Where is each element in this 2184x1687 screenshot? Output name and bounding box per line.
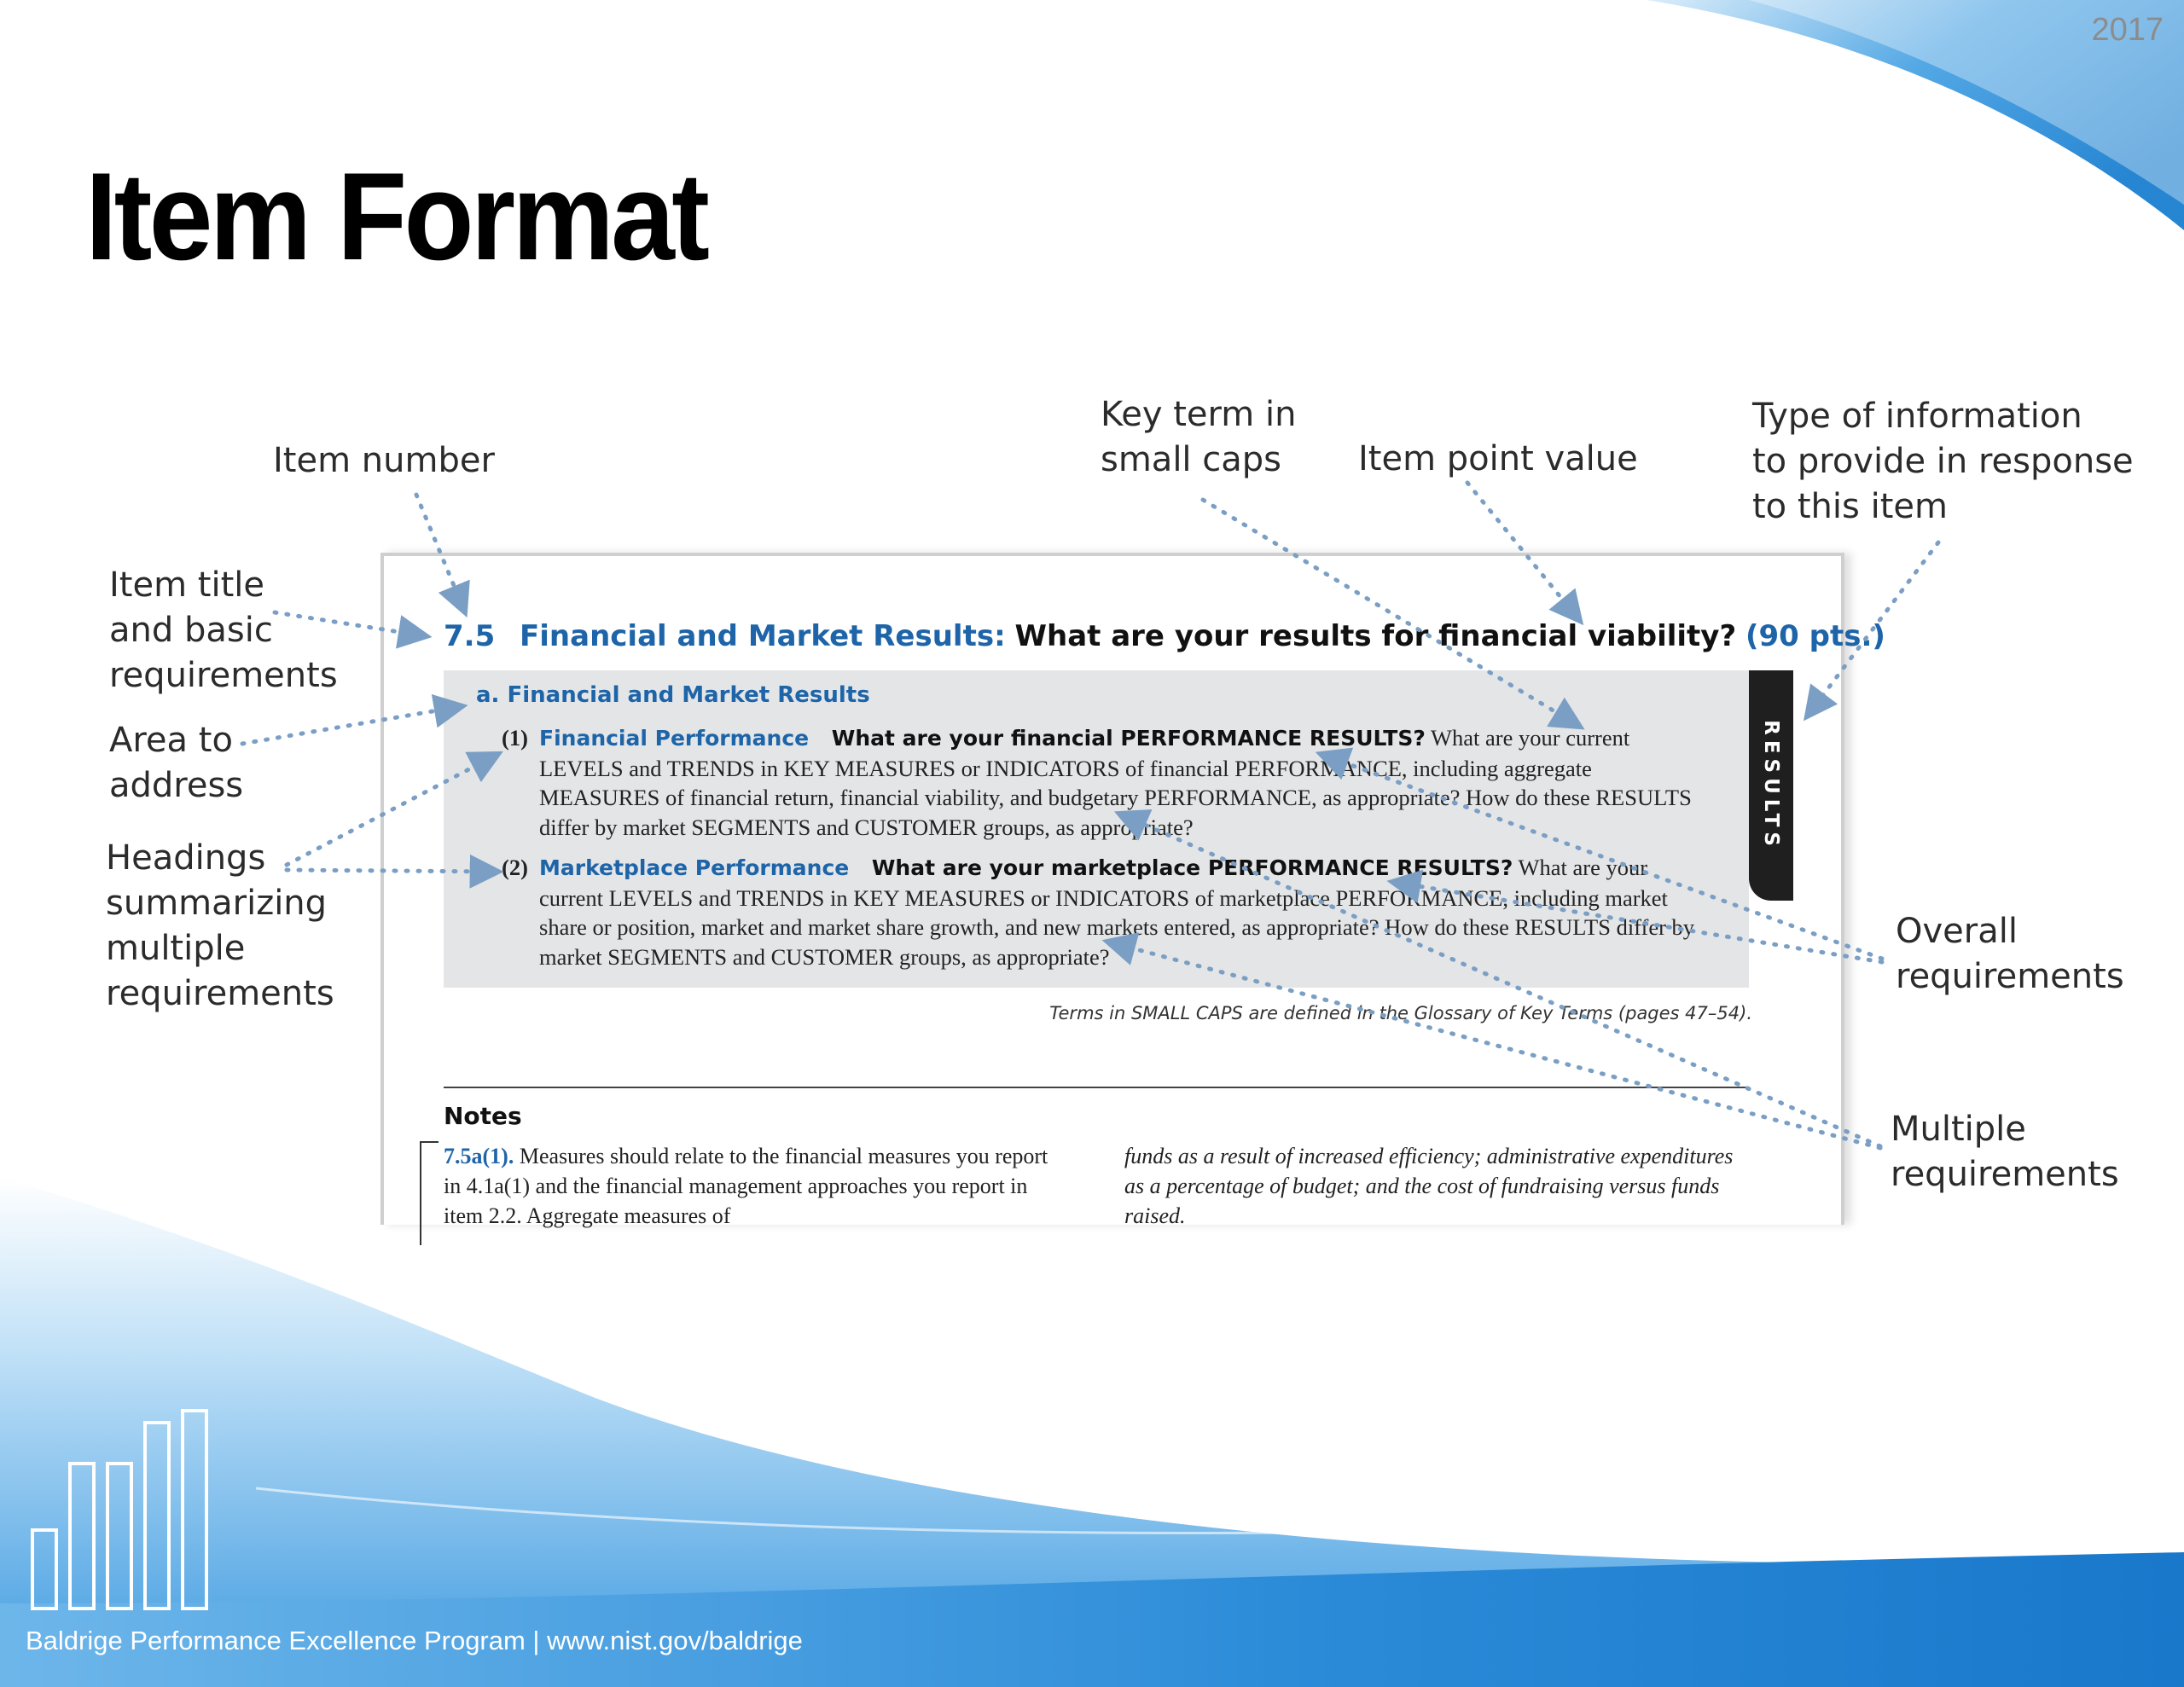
callout-overall-requirements: Overall requirements: [1896, 912, 2124, 996]
criteria-item-excerpt: [380, 553, 1885, 1228]
requirement-heading: Financial Performance: [539, 726, 810, 751]
item-header: [444, 619, 1885, 653]
slide-title: Item Format: [85, 147, 707, 286]
note-bracket: [420, 1141, 439, 1245]
note-left-text: Measures should relate to the financial measures you report in 4.1a(1) and the financial management approaches you report in item 2.2. Aggregate measures of: [444, 1144, 1048, 1228]
divider: [444, 1087, 1749, 1088]
note-right-column: funds as a result of increased efficiency; administrative expenditures as a percentage of budget; and the cost of fundraising versus funds raised.: [1124, 1144, 1734, 1228]
requirement-text: What are your current LEVELS and TRENDS in KEY MEASURES or INDICATORS of financial PERFORMANCE, including aggregate MEASURES of financial return, financial viability, and budgetary PERFORMANCE, as appropriate? How do these RESULTS differ by market SEGMENTS and CUSTOMER groups, as appropriate?: [539, 725, 1692, 840]
requirement-question: What are your financial PERFORMANCE RESULTS?: [831, 726, 1426, 751]
callout-headings: Headings summarizing multiple requirements: [106, 838, 334, 1013]
requirement-text: What are your current LEVELS and TRENDS in KEY MEASURES or INDICATORS of marketplace PERFORMANCE, including market share or position, market and market share growth, and new markets entered, as appropriate? How do these RESULTS differ by market SEGMENTS and CUSTOMER groups, as appropriate?: [539, 855, 1695, 970]
callout-item-title: Item title and basic requirements: [109, 565, 338, 695]
notes-heading: Notes: [444, 1102, 522, 1130]
footer-text: Baldrige Performance Excellence Program | www.nist.gov/baldrige: [26, 1626, 803, 1655]
requirement-number: (2): [502, 855, 528, 880]
callout-item-point-value: Item point value: [1358, 439, 1638, 478]
item-number: 7.5: [444, 619, 496, 653]
callout-multiple-requirements: Multiple requirements: [1891, 1110, 2119, 1194]
item-title: Financial and Market Results:: [520, 619, 1006, 653]
requirement-heading: Marketplace Performance: [539, 855, 850, 880]
item-points: (90 pts.): [1745, 619, 1885, 653]
glossary-note: Terms in SMALL CAPS are defined in the Glossary of Key Terms (pages 47–54).: [1049, 1003, 1752, 1023]
requirement-question: What are your marketplace PERFORMANCE RESULTS?: [871, 855, 1513, 880]
results-tab-label: RESULTS: [1760, 720, 1782, 851]
requirements-box: [444, 670, 1749, 988]
callout-key-term: Key term in small caps: [1101, 395, 1297, 479]
callout-item-number: Item number: [273, 441, 495, 480]
callout-area-to-address: Area to address: [109, 721, 244, 805]
requirement-number: (1): [502, 725, 528, 751]
requirement-1: [502, 723, 1713, 842]
note-reference: 7.5a(1).: [444, 1144, 514, 1168]
item-question: What are your results for financial viability?: [1014, 619, 1737, 653]
requirement-2: [502, 853, 1713, 971]
callout-type-of-information: Type of information to provide in response to this item: [1752, 397, 2134, 526]
note-left-column: [444, 1141, 1058, 1231]
area-to-address: a. Financial and Market Results: [476, 682, 870, 708]
results-tab: [1749, 670, 1793, 901]
year-label: 2017: [2091, 12, 2164, 48]
